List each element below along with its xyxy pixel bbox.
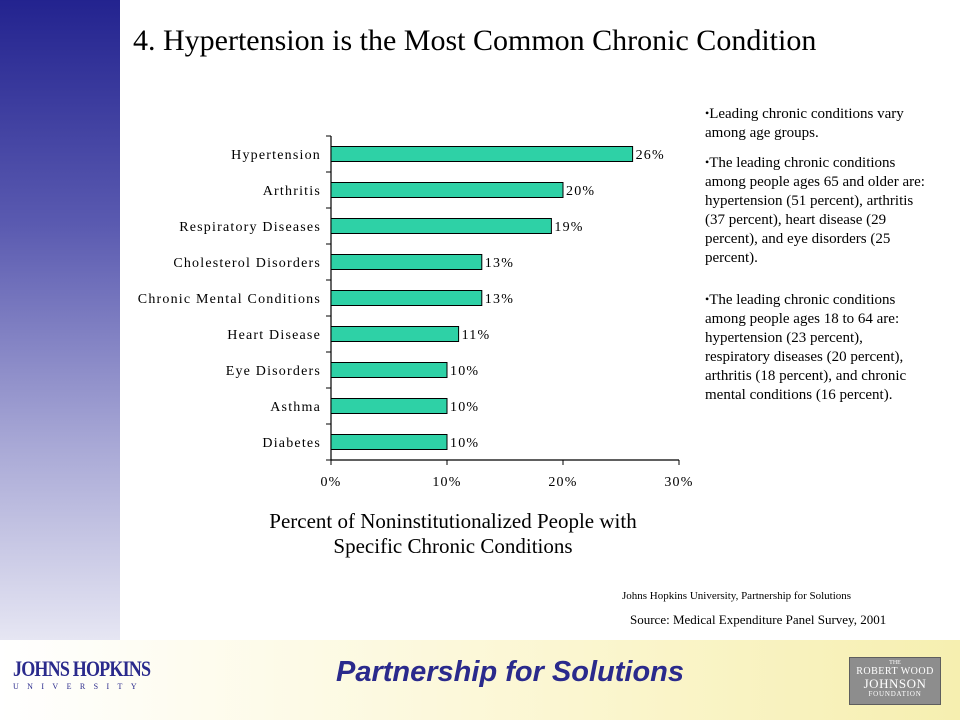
- rwj-line3: JOHNSON: [863, 676, 927, 691]
- bar-chart: [118, 120, 698, 570]
- data-label: 11%: [461, 328, 491, 343]
- bar: [331, 435, 447, 450]
- bar: [331, 219, 551, 234]
- jhu-logo-sub: UNIVERSITY: [13, 682, 145, 691]
- bullet-list: [705, 104, 925, 415]
- category-label: Arthritis: [262, 184, 321, 199]
- bullet-item-2: •The leading chronic conditions among people ages 65 and older are: hypertension (51 percent), arthritis (37 percent), heart disease (29 percent), and eye disorders (25 percent).: [705, 155, 925, 266]
- x-tick-label: 20%: [548, 475, 578, 490]
- jhu-logo-name: JOHNS HOPKINS: [13, 656, 151, 681]
- category-label: Asthma: [270, 400, 321, 415]
- data-label: 10%: [450, 364, 480, 379]
- data-label: 10%: [450, 400, 480, 415]
- x-tick-label: 30%: [664, 475, 694, 490]
- category-label: Heart Disease: [227, 328, 321, 343]
- category-label: Eye Disorders: [225, 364, 321, 379]
- bar: [331, 255, 482, 270]
- bar: [331, 327, 459, 342]
- rwj-line2: ROBERT WOOD: [856, 666, 934, 677]
- rwj-line1: THE: [889, 660, 901, 666]
- data-label: 13%: [484, 256, 515, 271]
- slide-title: 4. Hypertension is the Most Common Chronic Condition: [133, 24, 817, 57]
- x-tick-label: 0%: [320, 475, 342, 490]
- category-label: Respiratory Diseases: [179, 220, 321, 235]
- bullet-item-1: •Leading chronic conditions vary among age groups.: [705, 106, 904, 141]
- data-label: 26%: [635, 148, 665, 163]
- partnership-brand: Partnership for Solutions: [336, 656, 685, 688]
- bar: [331, 399, 447, 414]
- bar: [331, 183, 563, 198]
- category-label: Hypertension: [231, 148, 321, 163]
- category-label: Chronic Mental Conditions: [137, 292, 321, 307]
- left-gradient-band: [0, 0, 120, 640]
- rwj-line4: FOUNDATION: [868, 690, 922, 698]
- data-label: 13%: [484, 292, 515, 307]
- x-axis-title-line: Specific Chronic Conditions: [333, 534, 573, 558]
- bar: [331, 147, 633, 162]
- category-label: Diabetes: [262, 436, 321, 451]
- data-label: 10%: [450, 436, 480, 451]
- source-text: Source: Medical Expenditure Panel Survey, 2001: [630, 612, 887, 627]
- jhu-logo: [13, 658, 153, 698]
- category-label: Cholesterol Disorders: [173, 256, 321, 271]
- x-axis-title-line: Percent of Noninstitutionalized People with: [269, 509, 637, 533]
- data-label: 19%: [554, 220, 584, 235]
- x-tick-label: 10%: [432, 475, 462, 490]
- bar: [331, 363, 447, 378]
- rwj-foundation-logo: [849, 657, 941, 705]
- bar: [331, 291, 482, 306]
- bullet-item-3: •The leading chronic conditions among people ages 18 to 64 are: hypertension (23 percent), respiratory diseases (20 percent), arthritis (18 percent), and chronic mental conditions (16 percent).: [705, 292, 907, 403]
- data-label: 20%: [566, 184, 596, 199]
- credit-text: Johns Hopkins University, Partnership for Solutions: [622, 590, 852, 602]
